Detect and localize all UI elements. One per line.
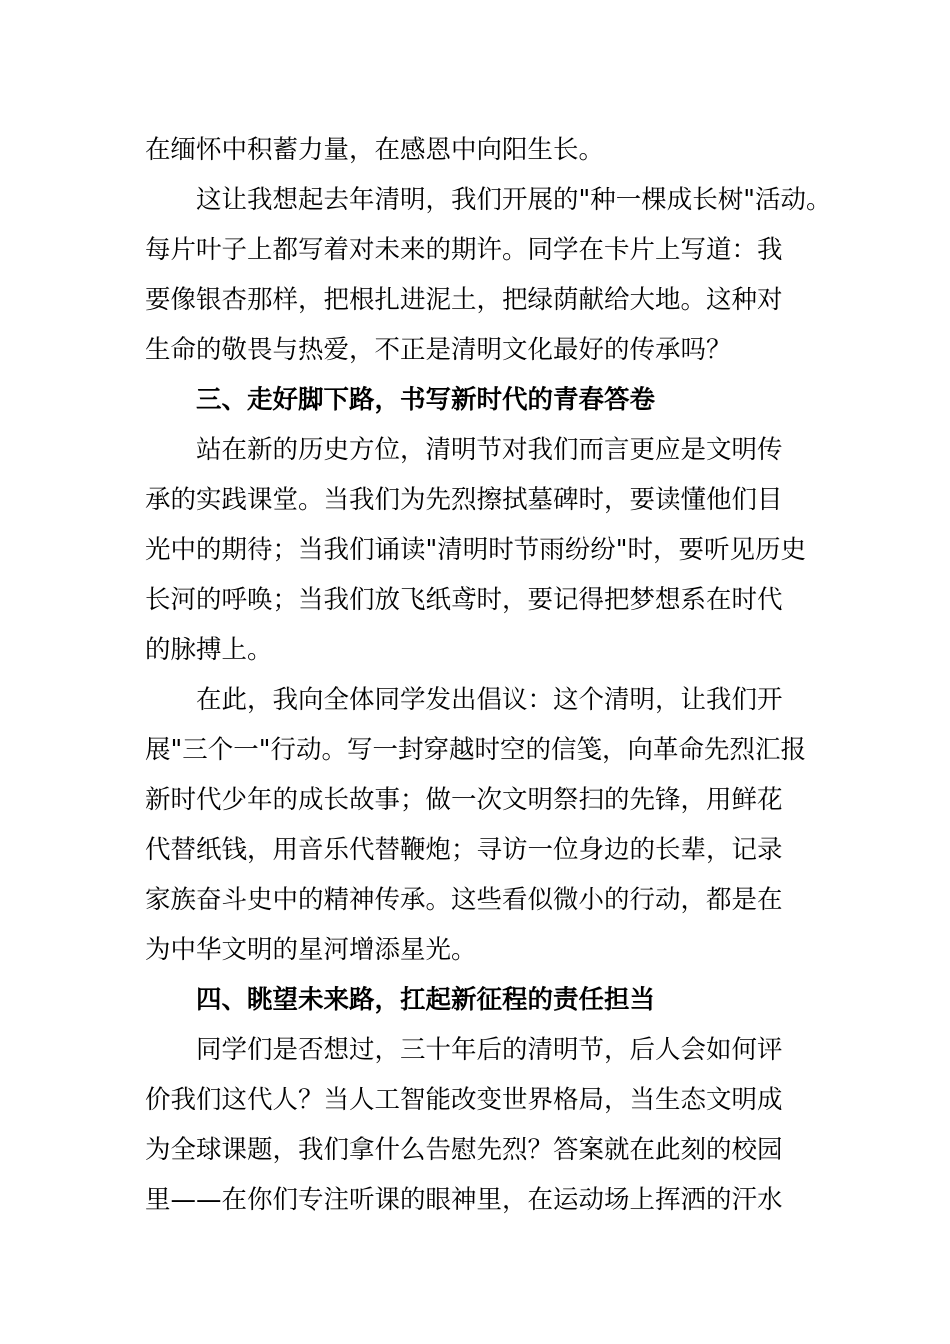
paragraph-line: 长河的呼唤；当我们放飞纸鸢时，要记得把梦想系在时代	[145, 585, 783, 615]
section-heading: 三、走好脚下路，书写新时代的青春答卷	[196, 385, 656, 415]
paragraph-line: 光中的期待；当我们诵读"清明时节雨纷纷"时，要听见历史	[145, 535, 806, 565]
paragraph-line: 新时代少年的成长故事；做一次文明祭扫的先锋，用鲜花	[145, 785, 783, 815]
paragraph-line: 里——在你们专注听课的眼神里，在运动场上挥洒的汗水	[145, 1185, 783, 1215]
paragraph-line: 的脉搏上。	[145, 635, 273, 665]
paragraph-line: 这让我想起去年清明，我们开展的"种一棵成长树"活动。	[196, 185, 832, 215]
paragraph-line: 承的实践课堂。当我们为先烈擦拭墓碑时，要读懂他们目	[145, 485, 783, 515]
document-body	[145, 125, 832, 1225]
paragraph-line: 站在新的历史方位，清明节对我们而言更应是文明传	[196, 435, 783, 465]
paragraph-line: 在缅怀中积蓄力量，在感恩中向阳生长。	[145, 135, 605, 165]
paragraph-line: 家族奋斗史中的精神传承。这些看似微小的行动，都是在	[145, 885, 783, 915]
paragraph-line: 在此，我向全体同学发出倡议：这个清明，让我们开	[196, 685, 783, 715]
paragraph-line: 为全球课题，我们拿什么告慰先烈？答案就在此刻的校园	[145, 1135, 783, 1165]
paragraph-line: 价我们这代人？当人工智能改变世界格局，当生态文明成	[145, 1085, 783, 1115]
paragraph-line: 同学们是否想过，三十年后的清明节，后人会如何评	[196, 1035, 783, 1065]
section-heading: 四、眺望未来路，扛起新征程的责任担当	[196, 985, 656, 1015]
paragraph-line: 每片叶子上都写着对未来的期许。同学在卡片上写道：我	[145, 235, 783, 265]
paragraph-line: 代替纸钱，用音乐代替鞭炮；寻访一位身边的长辈，记录	[145, 835, 783, 865]
paragraph-line: 生命的敬畏与热爱，不正是清明文化最好的传承吗？	[145, 335, 732, 365]
paragraph-line: 要像银杏那样，把根扎进泥土，把绿荫献给大地。这种对	[145, 285, 783, 315]
paragraph-line: 展"三个一"行动。写一封穿越时空的信笺，向革命先烈汇报	[145, 735, 806, 765]
paragraph-line: 为中华文明的星河增添星光。	[145, 935, 477, 965]
